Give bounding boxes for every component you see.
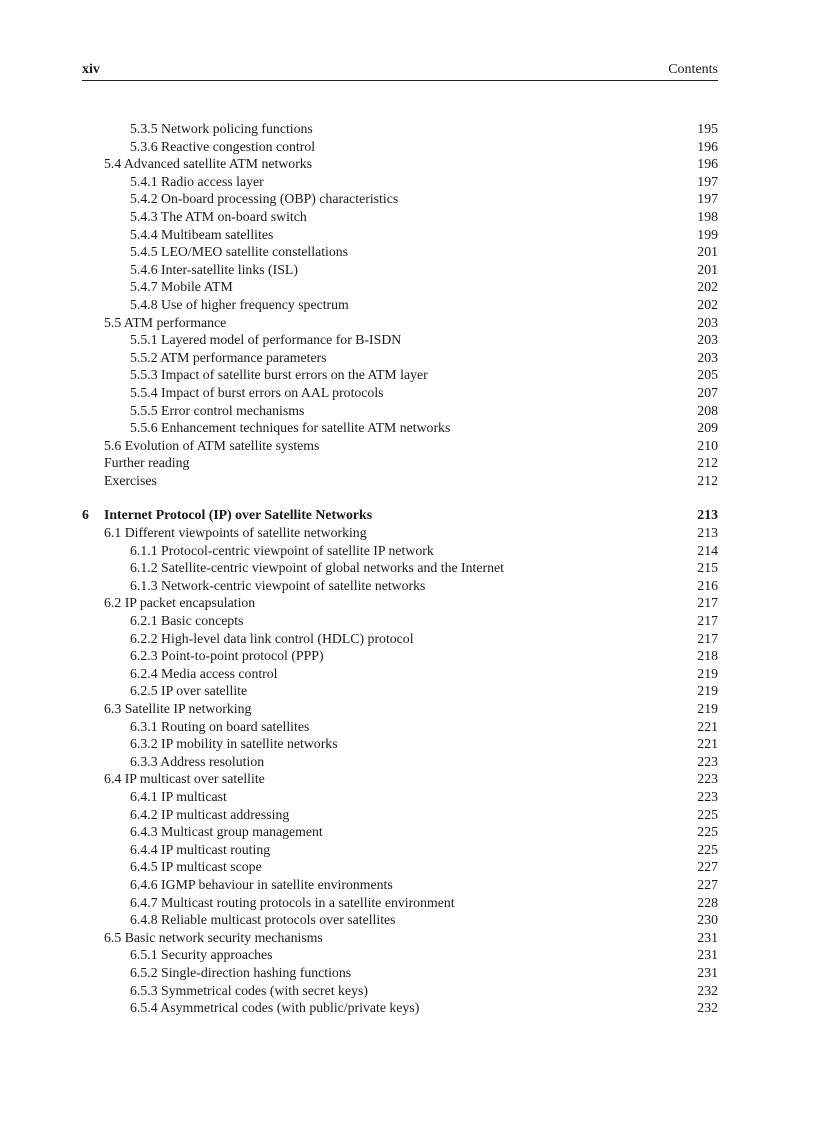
toc-entry-page: 221 xyxy=(697,736,718,752)
toc-entry-page: 197 xyxy=(697,173,718,189)
toc-entry[interactable] xyxy=(82,911,718,929)
toc-entry-page: 198 xyxy=(697,208,718,224)
toc-entry[interactable] xyxy=(82,665,718,683)
toc-entry-page: 225 xyxy=(697,841,718,857)
toc-entry-page: 216 xyxy=(697,577,718,593)
toc-entry-page: 212 xyxy=(697,455,718,471)
toc-entry-page: 230 xyxy=(697,912,718,928)
toc-entry[interactable] xyxy=(82,138,718,156)
toc-chapter-heading[interactable] xyxy=(82,506,718,524)
toc-entry-page: 212 xyxy=(697,472,718,488)
toc-entry[interactable] xyxy=(82,753,718,771)
toc-entry-title: 5.5.2 ATM performance parameters xyxy=(130,349,327,365)
toc-entry-page: 225 xyxy=(697,806,718,822)
toc-entry[interactable] xyxy=(82,999,718,1017)
section-gap xyxy=(82,489,718,506)
toc-entry-title: 6.4.3 Multicast group management xyxy=(130,824,323,840)
toc-entry-page: 199 xyxy=(697,226,718,242)
toc-entry-page: 213 xyxy=(697,525,718,541)
toc-entry-page: 215 xyxy=(697,560,718,576)
toc-entry[interactable] xyxy=(82,770,718,788)
toc-entry-page: 225 xyxy=(697,824,718,840)
toc-entry-title: 5.5.3 Impact of satellite burst errors on the ATM layer xyxy=(130,367,428,383)
toc-entry-title: 5.4.8 Use of higher frequency spectrum xyxy=(130,296,349,312)
toc-entry-title: 5.4.7 Mobile ATM xyxy=(130,279,233,295)
toc-entry[interactable] xyxy=(82,226,718,244)
toc-entry-page: 208 xyxy=(697,402,718,418)
toc-entry-title: 6.1.1 Protocol-centric viewpoint of satellite IP network xyxy=(130,542,434,558)
toc-entry[interactable] xyxy=(82,314,718,332)
toc-entry-title: 5.6 Evolution of ATM satellite systems xyxy=(104,437,320,453)
toc-entry-page: 223 xyxy=(697,753,718,769)
toc-entry-title: 5.4 Advanced satellite ATM networks xyxy=(104,156,313,172)
toc-entry-page: 231 xyxy=(697,964,718,980)
toc-entry[interactable] xyxy=(82,594,718,612)
toc-entry[interactable] xyxy=(82,982,718,1000)
toc-entry[interactable] xyxy=(82,419,718,437)
toc-entry-title: 6.4.6 IGMP behaviour in satellite environments xyxy=(130,876,393,892)
toc-entry-page: 196 xyxy=(697,138,718,154)
toc-entry-title: 6.2.2 High-level data link control (HDLC) protocol xyxy=(130,630,414,646)
toc-entry-title: 6.2 IP packet encapsulation xyxy=(104,595,256,611)
toc-entry-title: 6.4.7 Multicast routing protocols in a satellite environment xyxy=(130,894,455,910)
toc-entry-title: 5.3.5 Network policing functions xyxy=(130,121,313,136)
toc-entry-title: 6.5 Basic network security mechanisms xyxy=(104,929,323,945)
toc-entry-title: 6.2.5 IP over satellite xyxy=(130,683,248,699)
running-header xyxy=(82,60,718,81)
toc-entry-title: 6.3.1 Routing on board satellites xyxy=(130,718,310,734)
toc-entry-title: 5.5.4 Impact of burst errors on AAL protocols xyxy=(130,384,384,400)
toc-entry[interactable] xyxy=(82,542,718,560)
toc-entry[interactable] xyxy=(82,278,718,296)
toc-entry[interactable] xyxy=(82,155,718,173)
toc-entry[interactable] xyxy=(82,788,718,806)
toc-entry-page: 219 xyxy=(697,701,718,716)
toc-entry[interactable] xyxy=(82,366,718,384)
toc-entry-page: 217 xyxy=(697,595,718,611)
toc-entry-title: Further reading xyxy=(104,455,190,471)
toc-entry-page: 228 xyxy=(697,894,718,910)
toc-entry[interactable] xyxy=(82,858,718,876)
toc-entry-page: 223 xyxy=(697,771,718,787)
toc-entry-title: 6.4.1 IP multicast xyxy=(130,788,227,804)
toc-entry-page: 197 xyxy=(697,191,718,207)
toc-entry[interactable] xyxy=(82,612,718,630)
toc-entry-title: 5.5.5 Error control mechanisms xyxy=(130,402,305,418)
toc-entry[interactable] xyxy=(82,173,718,191)
toc-entry-page: 202 xyxy=(697,296,718,312)
toc-entry-title: Exercises xyxy=(104,472,157,488)
toc-entry[interactable] xyxy=(82,894,718,912)
toc-block-chapter-6 xyxy=(82,524,718,1017)
toc-entry[interactable] xyxy=(82,524,718,542)
toc-entry[interactable] xyxy=(82,577,718,595)
toc-entry[interactable] xyxy=(82,190,718,208)
toc-entry-page: 196 xyxy=(697,156,718,172)
toc-entry[interactable] xyxy=(82,437,718,455)
toc-entry-title: 6.5.1 Security approaches xyxy=(130,947,273,963)
toc-entry-title: 6.1.2 Satellite-centric viewpoint of global networks and the Internet xyxy=(130,560,504,576)
toc-entry[interactable] xyxy=(82,841,718,859)
toc-entry[interactable] xyxy=(82,964,718,982)
page-number: xiv xyxy=(82,62,100,77)
toc-entry-title: 6.2.1 Basic concepts xyxy=(130,613,244,629)
toc-entry-page: 217 xyxy=(697,630,718,646)
toc-entry[interactable] xyxy=(82,559,718,577)
toc-entry-page: 214 xyxy=(697,542,718,558)
chapter-title: Internet Protocol (IP) over Satellite Networks xyxy=(104,507,373,523)
toc-entry-title: 6.5.3 Symmetrical codes (with secret keys) xyxy=(130,982,368,998)
toc-entry-title: 6.4.2 IP multicast addressing xyxy=(130,806,290,822)
toc-entry-page: 232 xyxy=(697,982,718,998)
toc-block-chapter-5 xyxy=(82,120,718,489)
toc-entry-page: 217 xyxy=(697,613,718,629)
toc-entry-title: 6.3.3 Address resolution xyxy=(130,753,265,769)
toc-entry-page: 203 xyxy=(697,314,718,330)
toc-entry-title: 6.4.8 Reliable multicast protocols over satellites xyxy=(130,912,396,928)
toc-entry-title: 6.5.2 Single-direction hashing functions xyxy=(130,964,352,980)
toc-entry[interactable] xyxy=(82,682,718,700)
toc-entry[interactable] xyxy=(82,349,718,367)
toc-entry[interactable] xyxy=(82,208,718,226)
toc-entry-title: 6.1 Different viewpoints of satellite networking xyxy=(104,525,367,541)
toc-entry-title: 6.3 Satellite IP networking xyxy=(104,701,252,716)
toc-entry-page: 232 xyxy=(697,1000,718,1016)
toc-entry-page: 203 xyxy=(697,349,718,365)
toc-entry[interactable] xyxy=(82,823,718,841)
toc-entry-page: 205 xyxy=(697,367,718,383)
toc-entry-page: 195 xyxy=(697,121,718,136)
toc-entry-title: 5.4.6 Inter-satellite links (ISL) xyxy=(130,261,298,277)
toc-entry-title: 6.4.4 IP multicast routing xyxy=(130,841,271,857)
toc-entry[interactable] xyxy=(82,946,718,964)
running-title: Contents xyxy=(668,62,718,77)
toc-entry[interactable] xyxy=(82,647,718,665)
toc-entry[interactable] xyxy=(82,331,718,349)
table-of-contents xyxy=(82,120,718,1017)
toc-entry-title: 5.4.4 Multibeam satellites xyxy=(130,226,274,242)
toc-entry-page: 202 xyxy=(697,279,718,295)
toc-entry[interactable] xyxy=(82,454,718,472)
toc-entry[interactable] xyxy=(82,243,718,261)
toc-entry[interactable] xyxy=(82,402,718,420)
toc-entry-title: 6.5.4 Asymmetrical codes (with public/private keys) xyxy=(130,1000,420,1016)
toc-entry-page: 207 xyxy=(697,384,718,400)
toc-entry[interactable] xyxy=(82,296,718,314)
toc-entry[interactable] xyxy=(82,735,718,753)
toc-entry[interactable] xyxy=(82,876,718,894)
toc-entry-title: 5.4.5 LEO/MEO satellite constellations xyxy=(130,244,349,260)
toc-entry-title: 6.1.3 Network-centric viewpoint of satellite networks xyxy=(130,577,426,593)
toc-entry-page: 201 xyxy=(697,244,718,260)
toc-entry[interactable] xyxy=(82,929,718,947)
toc-entry-page: 219 xyxy=(697,665,718,681)
toc-entry-title: 6.3.2 IP mobility in satellite networks xyxy=(130,736,338,752)
toc-entry[interactable] xyxy=(82,630,718,648)
toc-entry-title: 5.5 ATM performance xyxy=(104,314,227,330)
toc-entry[interactable] xyxy=(82,261,718,279)
toc-entry-title: 5.4.3 The ATM on-board switch xyxy=(130,208,307,224)
toc-entry-page: 209 xyxy=(697,420,718,436)
toc-entry-title: 6.2.4 Media access control xyxy=(130,665,278,681)
chapter-page: 213 xyxy=(697,507,718,523)
toc-entry-page: 227 xyxy=(697,859,718,875)
toc-entry[interactable] xyxy=(82,120,718,138)
toc-entry-page: 203 xyxy=(697,332,718,348)
toc-entry-title: 6.4.5 IP multicast scope xyxy=(130,859,262,875)
toc-entry-title: 5.4.1 Radio access layer xyxy=(130,173,264,189)
toc-entry-title: 5.5.1 Layered model of performance for B-ISDN xyxy=(130,332,402,348)
toc-entry-page: 231 xyxy=(697,947,718,963)
toc-entry[interactable] xyxy=(82,700,718,718)
toc-entry-title: 5.5.6 Enhancement techniques for satellite ATM networks xyxy=(130,420,451,436)
toc-entry-title: 6.4 IP multicast over satellite xyxy=(104,771,265,787)
toc-entry-page: 210 xyxy=(697,437,718,453)
toc-entry-page: 223 xyxy=(697,788,718,804)
toc-entry-page: 231 xyxy=(697,929,718,945)
toc-entry-page: 219 xyxy=(697,683,718,699)
toc-entry-title: 5.4.2 On-board processing (OBP) characteristics xyxy=(130,191,399,207)
toc-entry-title: 6.2.3 Point-to-point protocol (PPP) xyxy=(130,648,324,664)
toc-entry-page: 201 xyxy=(697,261,718,277)
toc-entry[interactable] xyxy=(82,472,718,490)
toc-entry[interactable] xyxy=(82,384,718,402)
toc-entry[interactable] xyxy=(82,806,718,824)
toc-entry-page: 221 xyxy=(697,718,718,734)
chapter-number: 6 xyxy=(82,507,89,523)
toc-entry[interactable] xyxy=(82,718,718,736)
toc-entry-page: 227 xyxy=(697,876,718,892)
toc-entry-page: 218 xyxy=(697,648,718,664)
toc-entry-title: 5.3.6 Reactive congestion control xyxy=(130,138,316,154)
